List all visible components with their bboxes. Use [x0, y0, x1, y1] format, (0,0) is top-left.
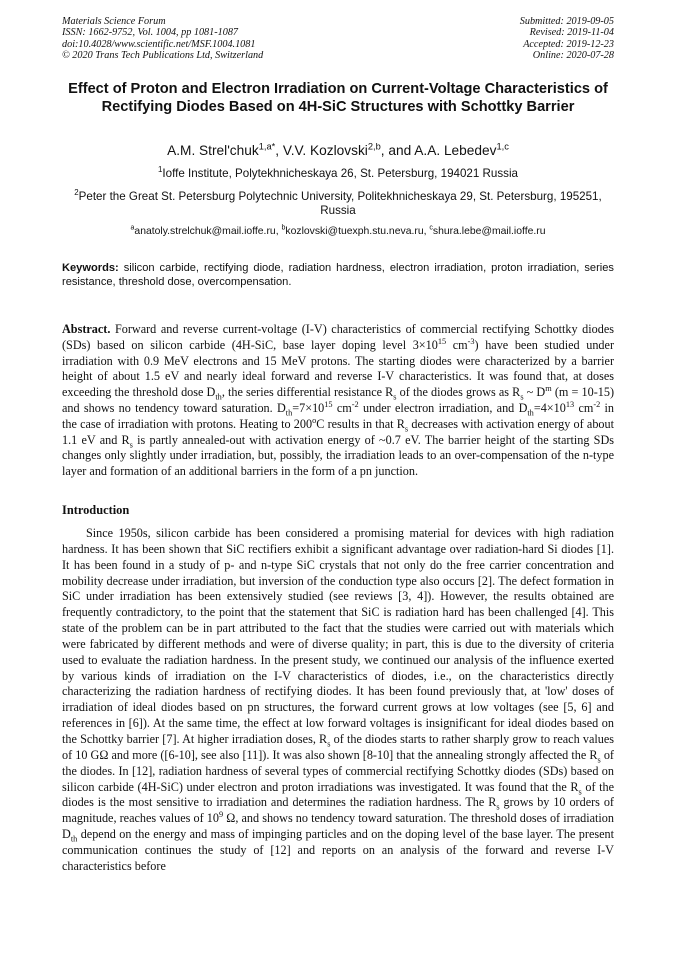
subscript: s — [327, 739, 331, 749]
text-run: C results in that R — [316, 416, 405, 431]
text-run: of the diodes is the most sensitive to irradiation and determines the radiation hardness. The R — [62, 779, 615, 810]
superscript: 9 — [219, 810, 224, 820]
text-run: decreases with activation energy of about 1.1 eV and R — [62, 416, 614, 447]
paper-title: Effect of Proton and Electron Irradiation on Current-Voltage Characteristics of Rectifying Diodes Based on 4H-SiC Structures with Schottky Barrier — [68, 81, 608, 115]
author-mark: 1,c — [496, 141, 509, 152]
affiliation-mark: 1 — [158, 165, 163, 175]
email-mark: a — [130, 224, 135, 232]
email-mark: c — [429, 224, 433, 232]
keywords-section — [62, 261, 614, 289]
text-run: Since 1950s, silicon carbide has been considered a promising material for devices with high radiation hardness. It has been shown that SiC rectifiers exhibit a significant advantage over radiation-hard Si diodes [1]. It has been found in a study of p- and n-type SiC crystals that not only do the free carrier concentration and mobility decrease under irradiation, but inversion of the conduction type also occurs [2]. The defect formation in SiC under irradiation has been extensively studied (see reviews [3, 4]). However, the results obtained are frequently contradictory, to the point that the statement that SiC is radiation hard has been challenged [4]. This state of the problem can be in part attributed to the fact that the studies were carried out with materials which were fabricated by different methods and were of diverse quality; in part, this is due to the diversity of criteria used to evaluate the radiation hardness. In the present study, we continued our analysis of the influence exerted by various kinds of irradiation on the I-V characteristics of diodes, i.e., on the characteristics directly characterizing the radiation hardness of rectifying diodes. It has been found previously that, at 'low' doses of irradiation of ideal diodes based on pn structures, the forward current grows at low voltages (see [5, 6] and references in [6]). At the same time, the effect at low forward voltages is insignificant for ideal diodes based on the Schottky barrier [7]. At higher irradiation doses, R — [62, 526, 614, 746]
author-name: A.M. Strel'chuk — [167, 143, 259, 158]
author-separator: , — [275, 143, 283, 158]
copyright-line: © 2020 Trans Tech Publications Ltd, Switzerland — [62, 50, 264, 62]
subscript: th — [527, 408, 534, 418]
issn-line: ISSN: 1662-9752, Vol. 1004, pp 1081-1087 — [62, 27, 239, 39]
superscript: 15 — [324, 399, 333, 409]
subscript: th — [215, 392, 222, 402]
journal-name: Materials Science Forum — [62, 16, 166, 27]
email-link[interactable]: kozlovski@tuexph.stu.neva.ru — [285, 226, 424, 237]
email-separator: , — [423, 226, 430, 237]
subscript: th — [285, 408, 293, 418]
online-date: Online: 2020-07-28 — [532, 50, 614, 62]
text-run: of the diodes grows as R — [396, 385, 521, 400]
subscript: s — [578, 786, 582, 796]
text-run: cm — [574, 400, 594, 415]
abstract-label: Abstract. — [62, 322, 111, 336]
author-name: A.A. Lebedev — [414, 143, 497, 158]
text-run: of the diodes. In [12], radiation hardness of several types of commercial rectifying Schottky diodes (SDs) based on silicon carbide (4H-SiC) under electron and proton irradiations was investigated. It was found that the R — [62, 747, 614, 794]
text-run: ~ D — [523, 385, 546, 400]
affiliation-text: Ioffe Institute, Polytekhnicheskaya 26, St. Petersburg, 194021 Russia — [162, 167, 518, 180]
affiliation-text: Peter the Great St. Petersburg Polytechnic University, Politekhnicheskaya 29, St. Petersburg, 195251, Russia — [78, 190, 602, 218]
text-run: under electron irradiation, and D — [358, 400, 528, 415]
author-name: V.V. Kozlovski — [282, 143, 368, 158]
introduction-text — [62, 526, 614, 875]
abstract-section — [62, 322, 614, 480]
doi-line: doi:10.4028/www.scientific.net/MSF.1004.1081 — [62, 38, 256, 50]
superscript: -2 — [593, 399, 601, 409]
superscript: 13 — [565, 399, 575, 409]
text-run: depend on the energy and mass of impinging particles and on the doping level of the base layer. The present communication continues the study of [12] and reports on an analysis of the forward and reverse I-V characteristics before — [62, 827, 614, 873]
publication-dates — [354, 16, 614, 62]
keywords-label: Keywords: — [62, 262, 119, 274]
author-emails — [62, 225, 614, 239]
text-run: Forward and reverse current-voltage (I-V) characteristics of commercial rectifying Schottky diodes (SDs) based on silicon carbide (4H-SiC, base layer doping level 3×10 — [62, 322, 614, 352]
superscript: 15 — [437, 336, 447, 346]
journal-info — [62, 16, 362, 62]
email-separator: , — [275, 226, 282, 237]
email-mark: b — [281, 224, 286, 232]
subscript: s — [404, 424, 409, 434]
superscript: o — [312, 415, 317, 425]
subscript: s — [520, 392, 524, 402]
text-run: =7×10 — [292, 400, 325, 415]
text-run: cm — [332, 400, 352, 415]
author-separator: , and — [380, 143, 415, 158]
author-mark: 2,b — [367, 141, 381, 152]
affiliation-mark: 2 — [74, 188, 79, 198]
text-run: =4×10 — [533, 400, 566, 415]
affiliation-1 — [62, 167, 614, 181]
text-run: in the case of irradiation with protons. Heating to 200 — [62, 400, 615, 431]
subscript: th — [70, 834, 78, 844]
superscript: -3 — [467, 336, 475, 346]
subscript: s — [393, 392, 397, 402]
text-run: (m = 10-15) and shows no tendency toward saturation. D — [62, 385, 615, 415]
author-mark: 1,a* — [258, 141, 276, 152]
text-run: cm — [446, 337, 468, 352]
email-link[interactable]: anatoly.strelchuk@mail.ioffe.ru — [134, 226, 276, 237]
accepted-date: Accepted: 2019-12-23 — [523, 38, 614, 50]
subscript: s — [129, 440, 133, 450]
text-run: ) have been studied under irradiation with 0.9 MeV electrons and 15 MeV protons. The starting diodes were characterized by a barrier height of about 1.5 eV and nearly ideal forward and reverse I-V characteristics. It was found that, at doses exceeding the threshold dose D — [62, 337, 614, 400]
submitted-date: Submitted: 2019-09-05 — [519, 16, 614, 27]
text-run: , the series differential resistance R — [221, 385, 394, 400]
text-run: Ω, and shows no tendency toward saturation. The threshold doses of irradiation D — [62, 811, 614, 842]
email-link[interactable]: shura.lebe@mail.ioffe.ru — [432, 226, 546, 237]
revised-date: Revised: 2019-11-04 — [529, 27, 614, 39]
text-run: of the diodes starts to rather sharply grow to reach values of 10 GΩ and more ([6-10], see also [11]). It was also shown [8-10] that the annealing strongly affected the R — [62, 731, 614, 762]
subscript: s — [597, 755, 601, 765]
text-run: is partly annealed-out with activation energy of ~0.7 eV. The barrier height of the starting SDs changes only slightly under irradiation, but, possibly, the irradiation leads to an over-compensation of the n-type layer and formation of an additional barriers in the form of a pn junction. — [62, 432, 615, 479]
text-run: grows by 10 orders of magnitude, reaches values of 10 — [62, 795, 614, 826]
keywords-text: silicon carbide, rectifying diode, radiation hardness, electron irradiation, proton irradiation, series resistance, threshold dose, overcompensation. — [62, 262, 614, 289]
superscript: m — [545, 384, 552, 394]
subscript: s — [496, 802, 500, 812]
abstract-text — [62, 322, 614, 478]
author-list — [62, 142, 614, 159]
section-heading-introduction: Introduction — [62, 503, 130, 517]
affiliation-2 — [62, 190, 614, 218]
superscript: -2 — [351, 399, 359, 409]
